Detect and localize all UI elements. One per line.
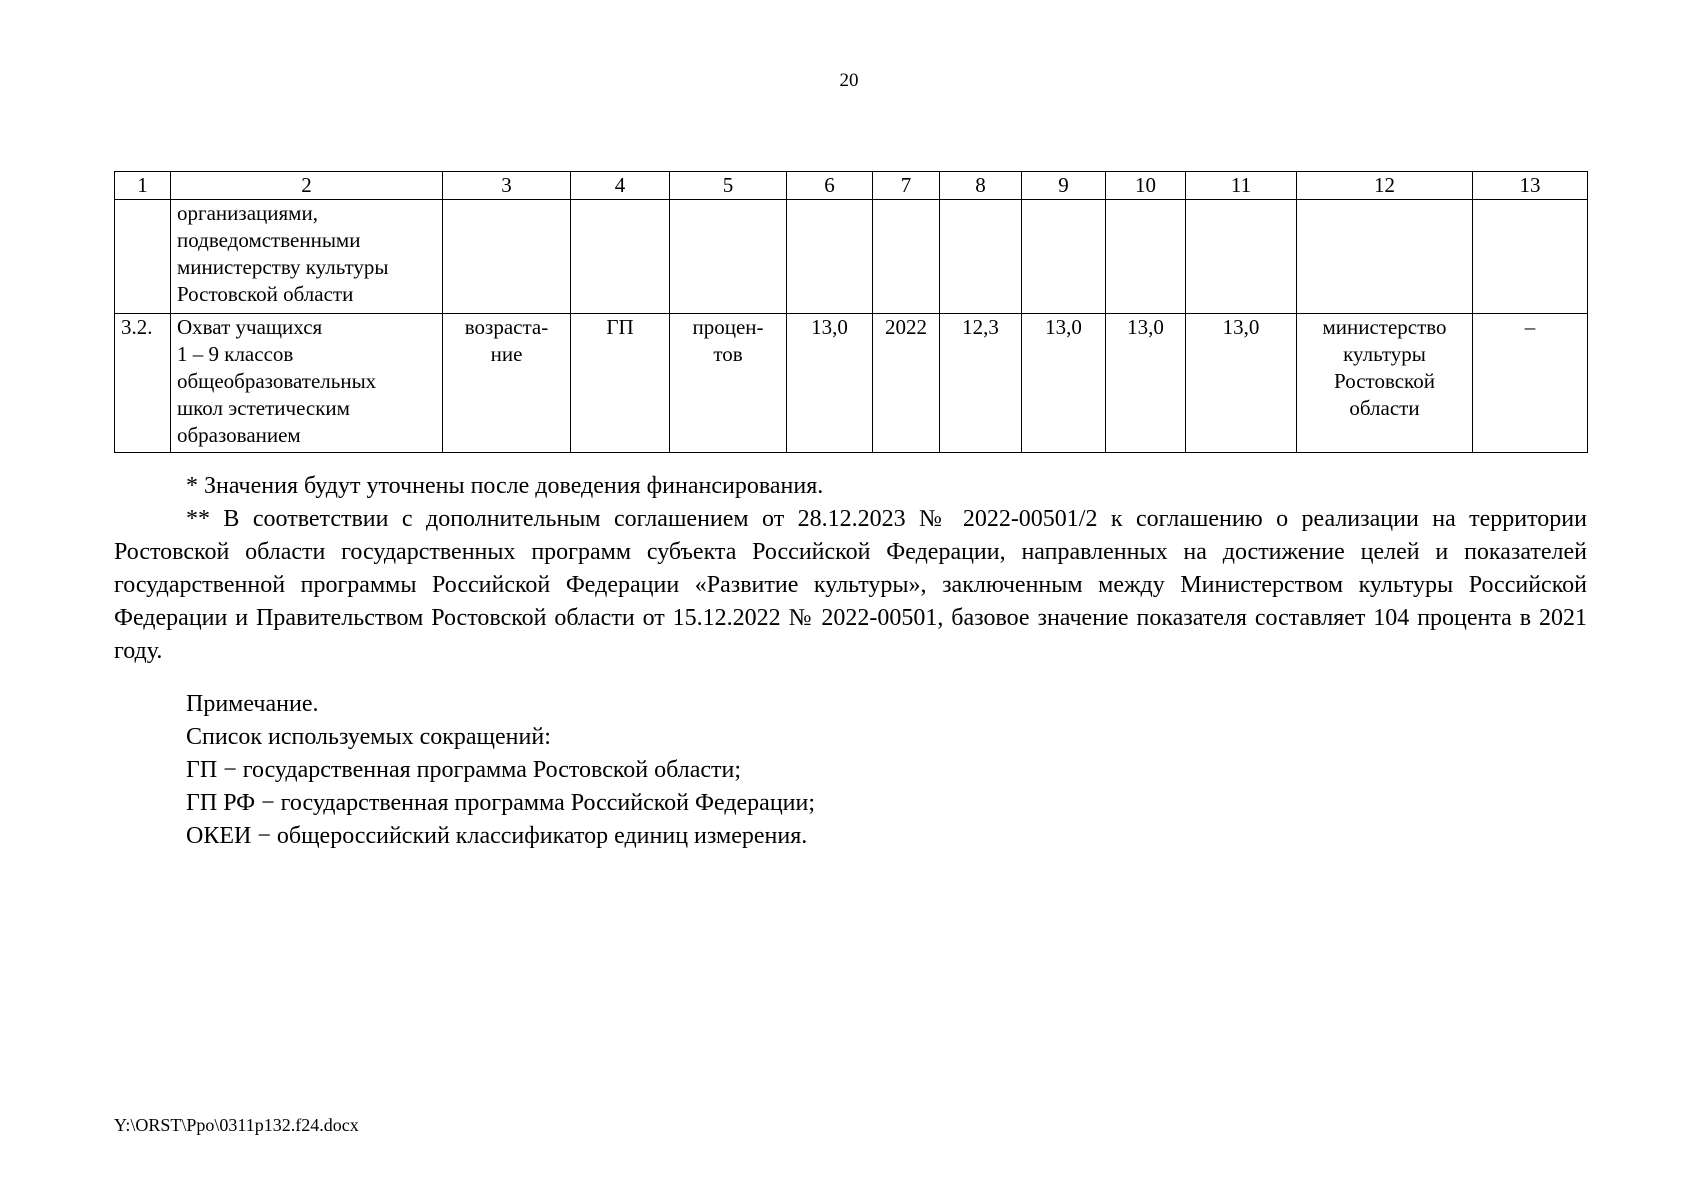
notes-section	[186, 688, 1486, 853]
column-header: 11	[1186, 172, 1297, 200]
indicators-table	[114, 171, 1588, 453]
table-header-row	[115, 172, 1588, 200]
column-header: 3	[443, 172, 571, 200]
value-cell: 13,0	[1022, 314, 1106, 453]
column-header: 6	[787, 172, 873, 200]
table-cell	[1106, 200, 1186, 314]
notes-title: Примечание.	[186, 691, 319, 717]
table-cell	[1473, 200, 1588, 314]
abbreviation-item: ГП − государственная программа Ростовской области;	[186, 757, 742, 783]
column-header: 5	[670, 172, 787, 200]
table-row	[115, 314, 1588, 453]
text-line: школ эстетическим	[177, 396, 350, 420]
value-cell: 13,0	[1106, 314, 1186, 453]
text-line: образованием	[177, 423, 301, 447]
abbreviation-item: ОКЕИ − общероссийский классификатор единиц измерения.	[186, 823, 808, 849]
column-header: 10	[1106, 172, 1186, 200]
page-number: 20	[839, 70, 859, 91]
text-line: области	[1349, 396, 1420, 420]
table-cell	[115, 200, 171, 314]
column-header: 7	[873, 172, 940, 200]
text-line: ние	[490, 342, 523, 366]
text-line: министерство	[1322, 315, 1447, 339]
unit-cell	[670, 314, 787, 453]
text-line: министерству культуры	[177, 255, 389, 279]
table-cell	[670, 200, 787, 314]
table-cell	[443, 200, 571, 314]
row-number: 3.2.	[115, 314, 171, 453]
text-line: общеобразовательных	[177, 369, 377, 393]
table-cell	[1297, 200, 1473, 314]
table-cell	[940, 200, 1022, 314]
footnotes	[114, 470, 1587, 668]
text-line: процен-	[692, 315, 764, 339]
value-cell: 12,3	[940, 314, 1022, 453]
col13-cell: –	[1473, 314, 1588, 453]
base-year-cell: 2022	[873, 314, 940, 453]
column-header: 4	[571, 172, 670, 200]
text-line: возраста-	[464, 315, 549, 339]
text-line: тов	[713, 342, 743, 366]
abbreviation-item: ГП РФ − государственная программа Российской Федерации;	[186, 790, 816, 816]
column-header: 13	[1473, 172, 1588, 200]
table-cell	[787, 200, 873, 314]
table-cell	[1186, 200, 1297, 314]
text-line: культуры	[1343, 342, 1426, 366]
table-row-continued	[115, 200, 1588, 314]
text-line: Ростовской	[1334, 369, 1435, 393]
footnote-2: ** В соответствии с дополнительным соглашением от 28.12.2023 № 2022-00501/2 к соглашению о реализации на территории Ростовской области государственных программ субъекта Российской Федерации, направленных на достижение целей и показателей государственной программы Российской Федерации «Развитие культуры», заключенным между Министерством культуры Российской Федерации и Правительством Ростовской области от 15.12.2022 № 2022-00501, базовое значение показателя составляет 104 процента в 2021 году.	[114, 506, 1587, 664]
footnote-1: * Значения будут уточнены после доведения финансирования.	[186, 473, 824, 499]
text-line: подведомственными	[177, 228, 361, 252]
table-cell	[873, 200, 940, 314]
column-header: 1	[115, 172, 171, 200]
responsible-cell	[1297, 314, 1473, 453]
indicator-name	[171, 314, 443, 453]
column-header: 12	[1297, 172, 1473, 200]
table-cell	[1022, 200, 1106, 314]
file-path: Y:\ORST\Ppo\0311p132.f24.docx	[114, 1115, 359, 1135]
indicator-name-continued	[171, 200, 443, 314]
text-line: Охват учащихся	[177, 315, 323, 339]
column-header: 2	[171, 172, 443, 200]
value-cell: 13,0	[1186, 314, 1297, 453]
direction-cell	[443, 314, 571, 453]
column-header: 9	[1022, 172, 1106, 200]
base-value-cell: 13,0	[787, 314, 873, 453]
abbreviations-title: Список используемых сокращений:	[186, 724, 551, 750]
type-cell: ГП	[571, 314, 670, 453]
text-line: Ростовской области	[177, 282, 354, 306]
text-line: 1 – 9 классов	[177, 342, 294, 366]
column-header: 8	[940, 172, 1022, 200]
table-cell	[571, 200, 670, 314]
text-line: организациями,	[177, 201, 318, 225]
